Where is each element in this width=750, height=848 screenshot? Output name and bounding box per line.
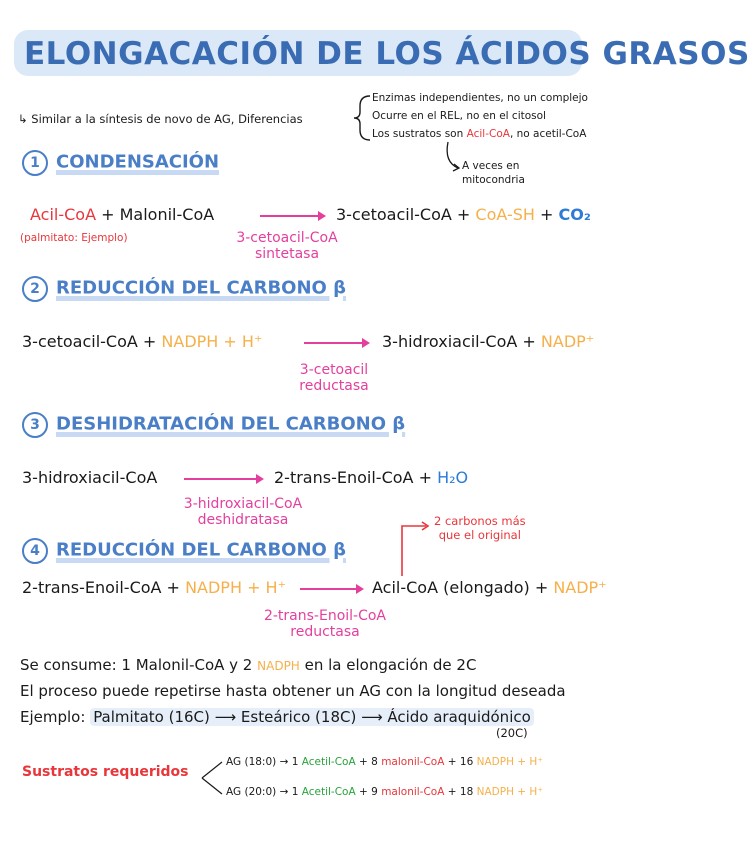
- step-3-enzyme: 3-hidroxiacil-CoA deshidratasa: [183, 496, 303, 528]
- step-3-number: 3: [22, 412, 48, 438]
- substrates-label: Sustratos requeridos: [22, 764, 189, 780]
- step-1-number: 1: [22, 150, 48, 176]
- step-2-products: 3-hidroxiacil-CoA + NADP⁺: [382, 332, 595, 351]
- substrate-row-1: AG (18:0) → 1 Acetil-CoA + 8 malonil-CoA + 16 NADPH + H⁺: [226, 756, 543, 768]
- step-3-products: 2-trans-Enoil-CoA + H₂O: [274, 468, 469, 487]
- page-title: ELONGACACIÓN DE LOS ÁCIDOS GRASOS: [24, 36, 750, 72]
- mito-note-1: A veces en: [462, 160, 520, 172]
- step-1-equation: Acil-CoA + Malonil-CoA: [30, 205, 215, 224]
- mito-arrow-icon: [444, 140, 464, 174]
- step-2-arrow: [304, 342, 368, 344]
- step-1-arrow: [260, 215, 324, 217]
- summary-line-1: Se consume: 1 Malonil-CoA y 2 NADPH en la elongación de 2C: [20, 656, 477, 674]
- difference-3: Los sustratos son Acil-CoA, no acetil-CoA: [372, 128, 587, 140]
- step-4-products: Acil-CoA (elongado) + NADP⁺: [372, 578, 607, 597]
- step-3-heading: 3 DESHIDRATACIÓN DEL CARBONO β: [22, 412, 405, 438]
- step-4-enzyme: 2-trans-Enoil-CoA reductasa: [263, 608, 387, 640]
- step-1-heading: 1 CONDENSACIÓN: [22, 150, 219, 176]
- brace-icon: [352, 92, 372, 144]
- step-3-reactant: 3-hidroxiacil-CoA: [22, 468, 158, 487]
- difference-1: Enzimas independientes, no un complejo: [372, 92, 588, 104]
- step-4-heading: 4 REDUCCIÓN DEL CARBONO β: [22, 538, 346, 564]
- step-1-note: (palmitato: Ejemplo): [20, 232, 128, 244]
- step-4-equation: 2-trans-Enoil-CoA + NADPH + H⁺: [22, 578, 287, 597]
- summary-line-3-carbons: (20C): [496, 726, 528, 740]
- step-4-annotation: 2 carbonos más que el original: [434, 514, 526, 542]
- step-2-enzyme: 3-cetoacil reductasa: [299, 362, 369, 394]
- difference-2: Ocurre en el REL, no en el citosol: [372, 110, 546, 122]
- step-1-products: 3-cetoacil-CoA + CoA-SH + CO₂: [336, 205, 591, 224]
- step-4-number: 4: [22, 538, 48, 564]
- step-4-arrow: [300, 588, 362, 590]
- step-3-arrow: [184, 478, 262, 480]
- summary-line-3: Ejemplo: Palmitato (16C) ⟶ Esteárico (18C) ⟶ Ácido araquidónico: [20, 708, 534, 726]
- step-2-heading: 2 REDUCCIÓN DEL CARBONO β: [22, 276, 346, 302]
- annotation-arrow-icon: [398, 520, 434, 578]
- step-2-number: 2: [22, 276, 48, 302]
- mito-note-2: mitocondria: [462, 174, 525, 186]
- step-2-equation: 3-cetoacil-CoA + NADPH + H⁺: [22, 332, 263, 351]
- substrate-row-2: AG (20:0) → 1 Acetil-CoA + 9 malonil-CoA + 18 NADPH + H⁺: [226, 786, 543, 798]
- summary-line-2: El proceso puede repetirse hasta obtener un AG con la longitud deseada: [20, 682, 566, 700]
- step-1-enzyme: 3-cetoacil-CoA sintetasa: [236, 230, 338, 262]
- intro-text: ↳ Similar a la síntesis de novo de AG, Diferencias: [18, 112, 303, 126]
- substrates-split-arrow-icon: [200, 756, 228, 800]
